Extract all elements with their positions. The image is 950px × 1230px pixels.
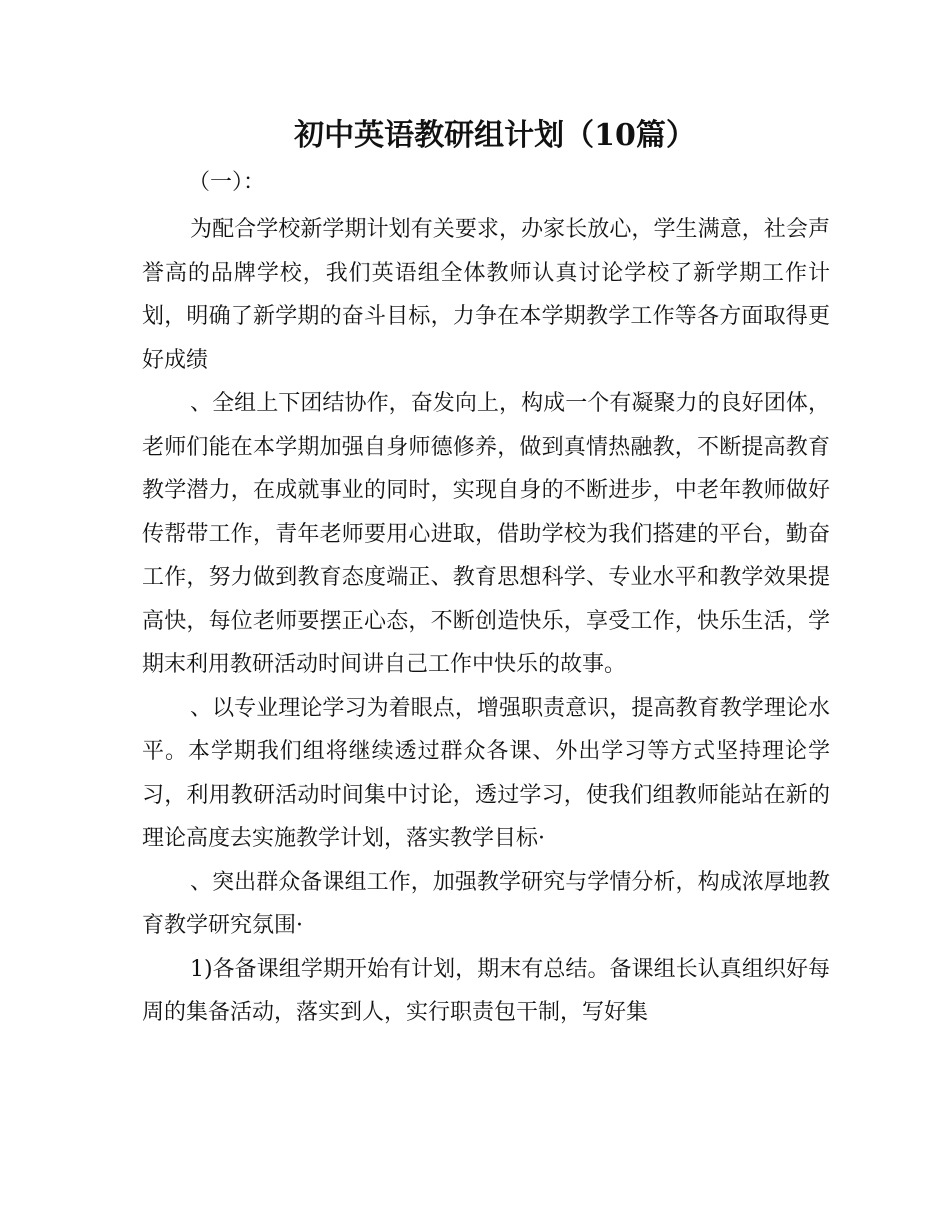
document-title: 初中英语教研组计划（10篇） [294, 118, 696, 153]
paragraph-2: 、全组上下团结协作，奋发向上，构成一个有凝聚力的良好团体，老师们能在本学期加强自身师德修养，做到真情热融教，不断提高教育教学潜力，在成就事业的同时，实现自身的不断进步，中老年教师做好传帮带工作，青年老师要用心进取，借助学校为我们搭建的平台，勤奋工作，努力做到教育态度端正、教育思想科学、专业水平和教学效果提高快，每位老师要摆正心态，不断创造快乐，享受工作，快乐生活，学期末利用教研活动时间讲自己工作中快乐的故事。 [142, 391, 830, 677]
paragraph-1: 为配合学校新学期计划有关要求，办家长放心，学生满意，社会声誉高的品牌学校，我们英语组全体教师认真讨论学校了新学期工作计划，明确了新学期的奋斗目标，力争在本学期教学工作等各方面取得更好成绩 [142, 217, 830, 373]
section-label: （一）： [188, 170, 266, 195]
document-body [142, 208, 830, 1035]
paragraph-3: 、以专业理论学习为着眼点，增强职责意识，提高教育教学理论水平。本学期我们组将继续透过群众各课、外出学习等方式坚持理论学习，利用教研活动时间集中讨论，透过学习，使我们组教师能站在新的理论高度去实施教学计划，落实教学目标· [142, 695, 830, 851]
paragraph-5: 1)各备课组学期开始有计划，期末有总结。备课组长认真组织好每周的集备活动，落实到人，实行职责包干制，写好集 [142, 956, 830, 1025]
paragraph-4: 、突出群众备课组工作，加强教学研究与学情分析，构成浓厚地教育教学研究氛围· [142, 869, 830, 938]
